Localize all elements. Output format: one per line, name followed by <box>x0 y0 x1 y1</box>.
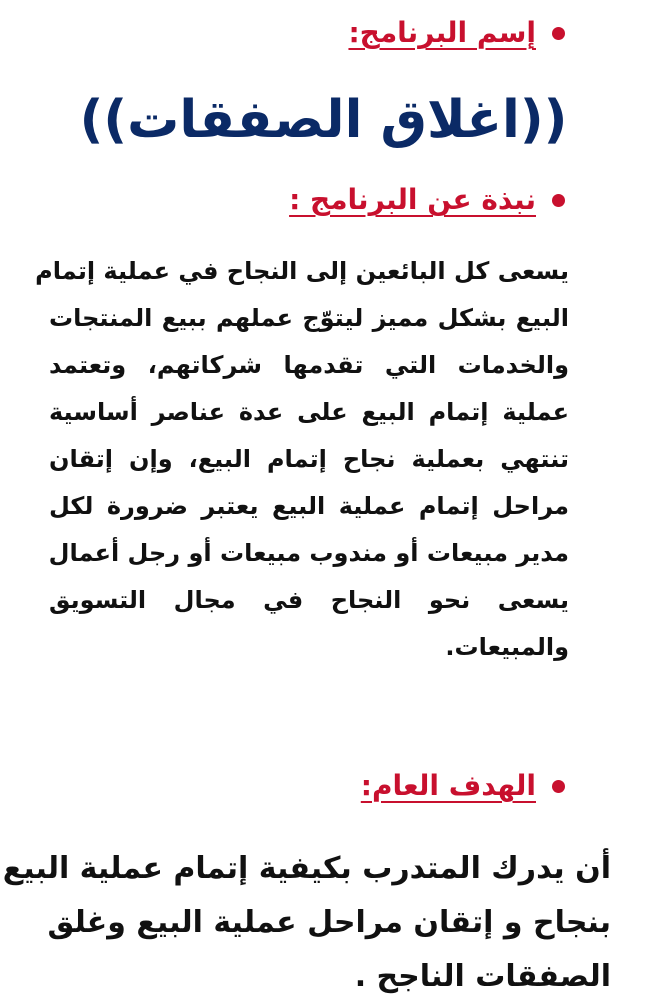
program-name-heading <box>348 18 565 49</box>
general-goal-text <box>2 842 611 1004</box>
general-goal-heading <box>361 771 565 802</box>
summary-line: تنتهي بعملية نجاح إتمام البيع، وإن إتقان <box>49 445 569 473</box>
goal-line: بنجاح و إتقان مراحل عملية البيع وغلق <box>47 905 611 940</box>
general-goal-heading-text: الهدف العام: <box>360 769 536 802</box>
bullet-icon <box>552 780 565 793</box>
summary-line: البيع بشكل مميز ليتوّج عملهم ببيع المنتجات <box>49 304 569 332</box>
bullet-icon <box>552 27 565 40</box>
summary-line: يسعى نحو النجاح في مجال التسويق <box>49 586 569 614</box>
program-summary <box>35 248 569 671</box>
program-title: ((اغلاق الصفقات)) <box>79 90 568 150</box>
summary-line: مدير مبيعات أو مندوب مبيعات أو رجل أعمال <box>48 539 569 567</box>
program-name-heading-text: إسم البرنامج: <box>348 16 536 49</box>
goal-line: أن يدرك المتدرب بكيفية إتمام عملية البيع <box>2 851 611 886</box>
about-heading <box>289 185 565 216</box>
summary-line: مراحل إتمام عملية البيع يعتبر ضرورة لكل <box>49 492 569 520</box>
goal-line: الصفقات الناجح . <box>354 959 611 994</box>
bullet-icon <box>552 194 565 207</box>
summary-line: عملية إتمام البيع على عدة عناصر أساسية <box>49 398 569 426</box>
summary-line: يسعى كل البائعين إلى النجاح في عملية إتمام <box>35 257 569 285</box>
about-heading-text: نبذة عن البرنامج : <box>289 183 536 216</box>
summary-line: والمبيعات. <box>445 633 569 661</box>
summary-line: والخدمات التي تقدمها شركاتهم، وتعتمد <box>49 351 569 379</box>
